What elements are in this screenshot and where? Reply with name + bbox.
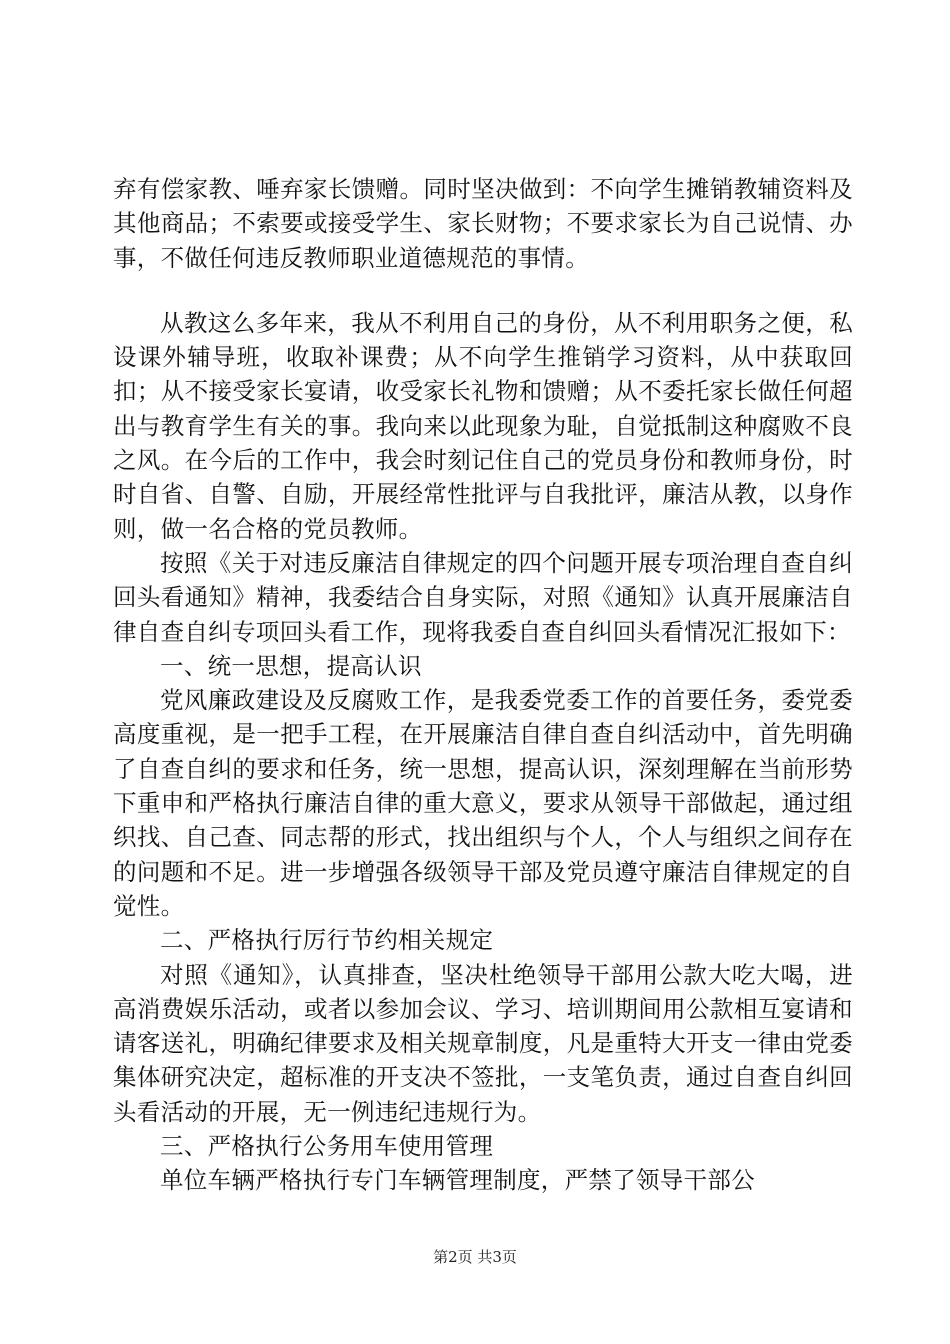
section-heading-3: 三、严格执行公务用车使用管理 xyxy=(160,1132,494,1161)
paragraph-personal-pledge: 从教这么多年来，我从不利用自己的身份，从不利用职务之便，私设课外辅导班，收取补课费；从不向学生推销学习资料，从中获取回扣；从不接受家长宴请，收受家长礼物和馈赠；从不委托家长做任何超出与教育学生有关的事。我向来以此现象为耻，自觉抵制这种腐败不良之风。在今后的工作中，我会时刻记住自己的党员身份和教师身份，时时自省、自警、自励，开展经常性批评与自我批评，廉洁从教，以身作则，做一名合格的党员教师。 xyxy=(113,308,853,543)
paragraph-section-1: 党风廉政建设及反腐败工作，是我委党委工作的首要任务，委党委高度重视，是一把手工程，在开展廉洁自律自查自纠活动中，首先明确了自查自纠的要求和任务，统一思想，提高认识，深刻理解在当前形势下重申和严格执行廉洁自律的重大意义，要求从领导干部做起，通过组织找、自己查、同志帮的形式，找出组织与个人，个人与组织之间存在的问题和不足。进一步增强各级领导干部及党员遵守廉洁自律规定的自觉性。 xyxy=(113,686,853,920)
page-number-footer: 第2页 共3页 xyxy=(433,1248,517,1266)
paragraph-report-intro: 按照《关于对违反廉洁自律规定的四个问题开展专项治理自查自纠回头看通知》精神，我委结合自身实际，对照《通知》认真开展廉洁自律自查自纠专项回头看工作，现将我委自查自纠回头看情况汇报如下： xyxy=(113,548,853,646)
section-heading-2: 二、严格执行厉行节约相关规定 xyxy=(160,926,494,955)
paragraph-continuation: 弃有偿家教、唾弃家长馈赠。同时坚决做到：不向学生摊销教辅资料及其他商品；不索要或接受学生、家长财物；不要求家长为自己说情、办事，不做任何违反教师职业道德规范的事情。 xyxy=(113,175,853,272)
document-body xyxy=(113,172,853,1198)
section-heading-1: 一、统一思想，提高认识 xyxy=(160,651,422,680)
paragraph-section-3: 单位车辆严格执行专门车辆管理制度，严禁了领导干部公 xyxy=(160,1166,755,1195)
paragraph-section-2: 对照《通知》，认真排查，坚决杜绝领导干部用公款大吃大喝，进高消费娱乐活动，或者以参加会议、学习、培训期间用公款相互宴请和请客送礼，明确纪律要求及相关规章制度，凡是重特大开支一律由党委集体研究决定，超标准的开支决不签批，一支笔负责，通过自查自纠回头看活动的开展，无一例违纪违规行为。 xyxy=(113,960,853,1126)
